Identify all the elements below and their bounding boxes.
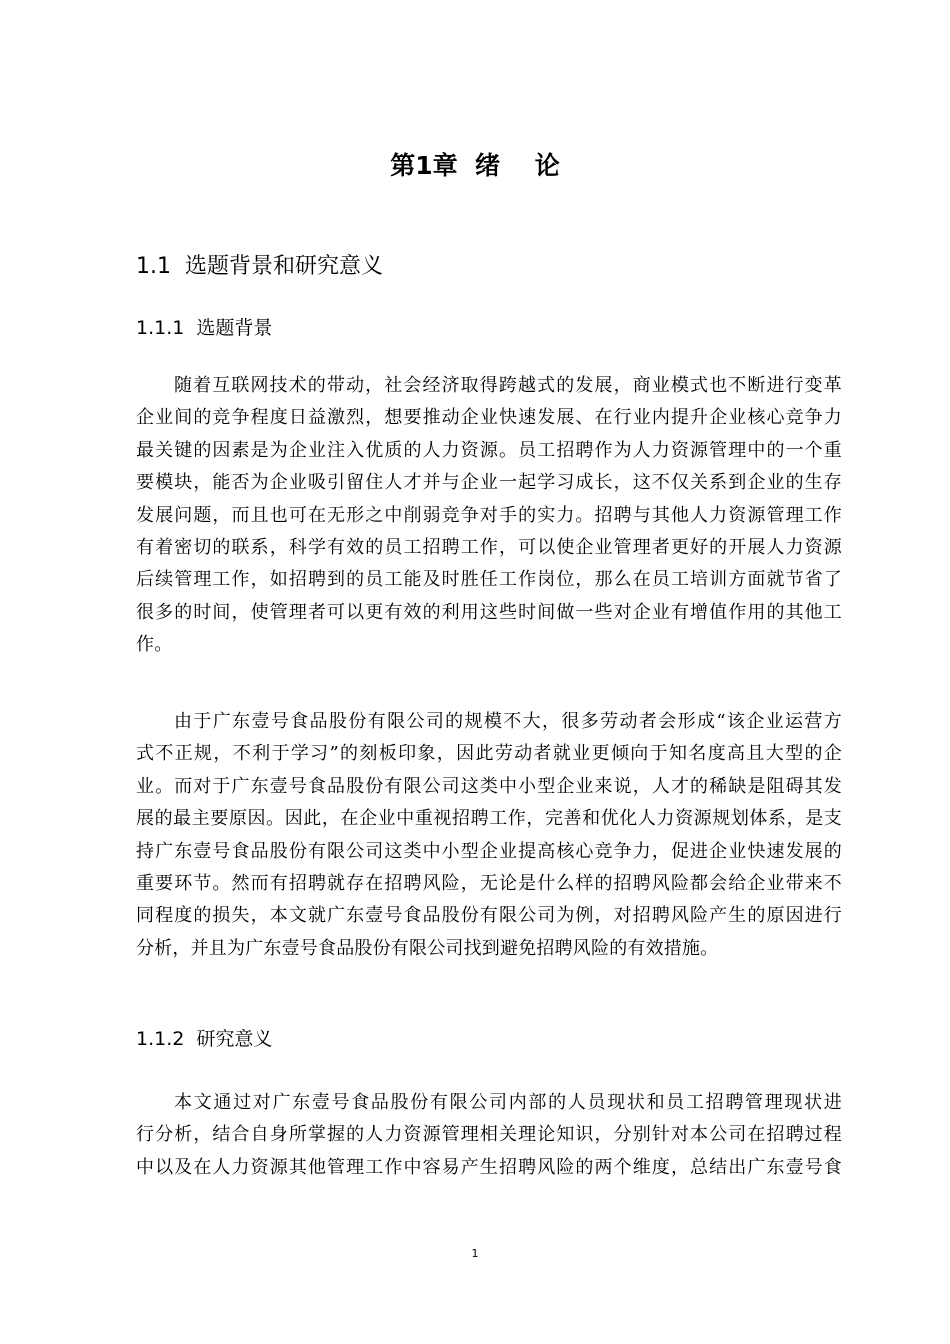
subsection-heading-significance: 1.1.2 研究意义 [136,1028,273,1050]
paragraph-line: 要模块，能否为企业吸引留住人才并与企业一起学习成长，这不仅关系到企业的生存 [136,472,842,494]
paragraph-line: 持广东壹号食品股份有限公司这类中小型企业提高核心竞争力，促进企业快速发展的 [136,840,842,862]
paragraph-line: 式不正规，不利于学习”的刻板印象，因此劳动者就业更倾向于知名度高且大型的企 [136,743,842,765]
page-number: 1 [471,1247,479,1260]
paragraph-significance-1 [136,1087,842,1184]
paragraph-line: 发展问题，而且也可在无形之中削弱竞争对手的实力。招聘与其他人力资源管理工作 [136,504,842,526]
chapter-title: 第1章 绪 论 [390,151,560,180]
paragraph-line: 本文通过对广东壹号食品股份有限公司内部的人员现状和员工招聘管理现状进 [174,1092,842,1113]
paragraph-line: 随着互联网技术的带动，社会经济取得跨越式的发展，商业模式也不断进行变革 [174,375,842,396]
paragraph-line: 同程度的损失，本文就广东壹号食品股份有限公司为例，对招聘风险产生的原因进行 [136,905,842,927]
paragraph-line: 分析，并且为广东壹号食品股份有限公司找到避免招聘风险的有效措施。 [136,937,719,959]
paragraph-line: 由于广东壹号食品股份有限公司的规模不大，很多劳动者会形成“该企业运营方 [174,711,842,732]
subsection-heading-background: 1.1.1 选题背景 [136,317,273,339]
paragraph-line: 很多的时间，使管理者可以更有效的利用这些时间做一些对企业有增值作用的其他工 [136,601,842,623]
paragraph-line: 企业间的竞争程度日益激烈，想要推动企业快速发展、在行业内提升企业核心竞争力 [136,407,842,429]
paragraph-line: 有着密切的联系，科学有效的员工招聘工作，可以使企业管理者更好的开展人力资源 [136,536,842,558]
paragraph-line: 后续管理工作，如招聘到的员工能及时胜任工作岗位，那么在员工培训方面就节省了 [136,569,842,591]
paragraph-background-2 [136,706,842,965]
section-heading: 1.1 选题背景和研究意义 [136,254,383,279]
paragraph-line: 最关键的因素是为企业注入优质的人力资源。员工招聘作为人力资源管理中的一个重 [136,439,842,461]
paragraph-line: 中以及在人力资源其他管理工作中容易产生招聘风险的两个维度，总结出广东壹号食 [136,1156,842,1178]
paragraph-line: 展的最主要原因。因此，在企业中重视招聘工作，完善和优化人力资源规划体系，是支 [136,808,842,830]
paragraph-line: 重要环节。然而有招聘就存在招聘风险，无论是什么样的招聘风险都会给企业带来不 [136,872,842,894]
paragraph-line: 行分析，结合自身所掌握的人力资源管理相关理论知识，分别针对本公司在招聘过程 [136,1124,842,1146]
paragraph-line: 作。 [136,634,173,656]
paragraph-background-1 [136,370,842,662]
paragraph-line: 业。而对于广东壹号食品股份有限公司这类中小型企业来说，人才的稀缺是阻碍其发 [136,775,842,797]
